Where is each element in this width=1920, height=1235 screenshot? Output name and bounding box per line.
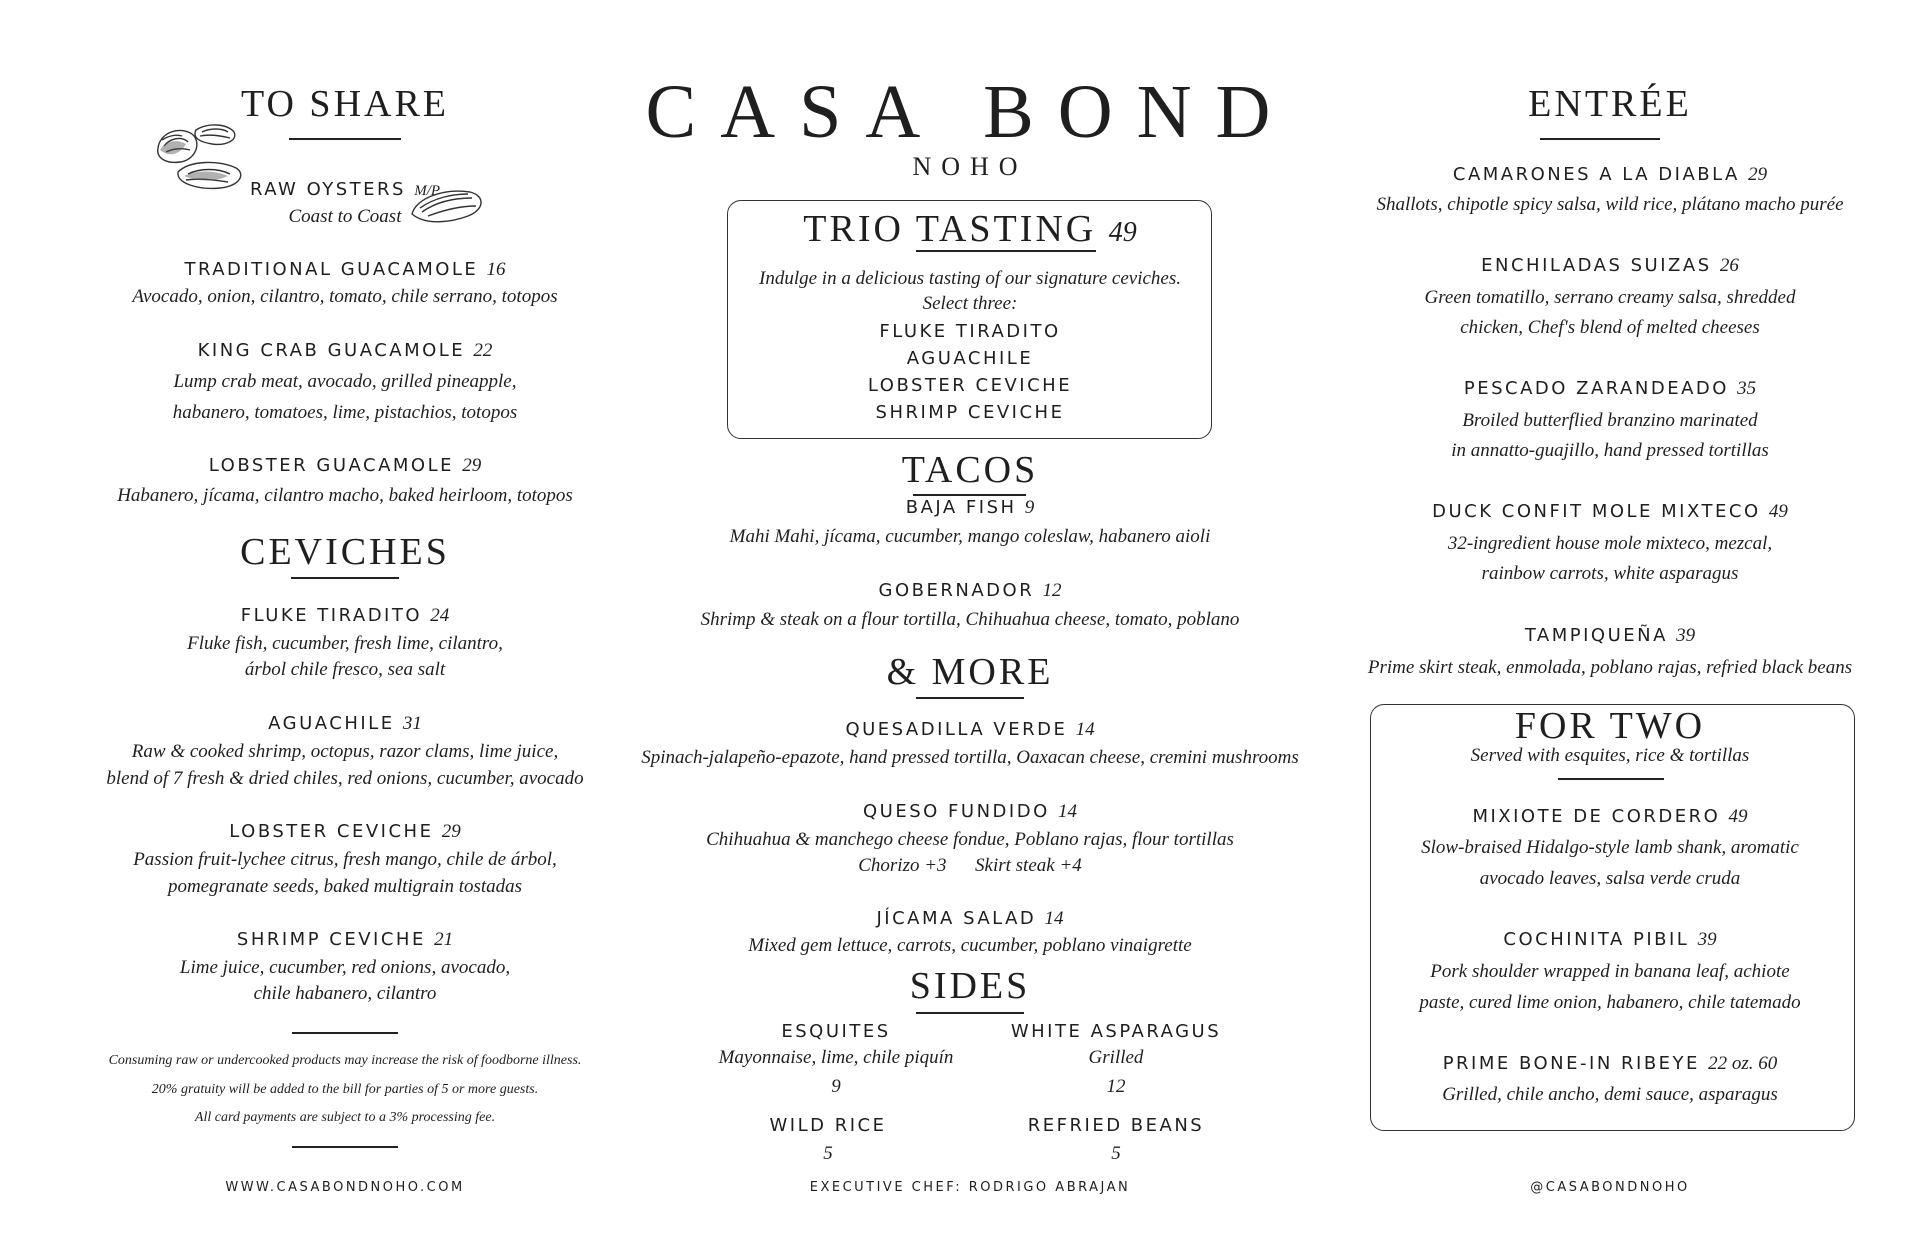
side-item-price: 12 <box>1106 1076 1126 1097</box>
menu-item-title <box>620 800 1320 824</box>
trio-intro: Select three: <box>922 293 1018 314</box>
menu-item-name: SHRIMP CEVICHE <box>236 929 426 950</box>
side-item-description: Mayonnaise, lime, chile piquín <box>718 1047 954 1068</box>
menu-item-description: Avocado, onion, cilantro, tomato, chile serrano, totopos <box>132 286 558 307</box>
menu-item-name: FLUKE TIRADITO <box>240 605 423 626</box>
menu-item-name: PESCADO ZARANDEADO <box>1463 378 1729 399</box>
menu-item-price: 49 <box>1728 806 1748 827</box>
menu-item-description: pomegranate seeds, baked multigrain tostadas <box>167 876 523 897</box>
menu-item-price: 31 <box>402 713 422 734</box>
trio-tasting-heading <box>620 206 1320 256</box>
to-share-heading: TO SHARE <box>240 83 450 125</box>
divider <box>1558 778 1664 780</box>
divider <box>289 138 401 140</box>
menu-item-price: 29 <box>441 821 461 842</box>
menu-item-price: 14 <box>1075 719 1095 740</box>
for-two-subtitle: Served with esquites, rice & tortillas <box>1470 745 1750 766</box>
menu-item-description: paste, cured lime onion, habanero, chile tatemado <box>1419 992 1801 1013</box>
menu-item-name: QUESO FUNDIDO <box>863 801 1050 822</box>
side-item-name: WILD RICE <box>769 1115 887 1136</box>
menu-item-title <box>70 178 620 203</box>
trio-price: 49 <box>1108 217 1137 248</box>
menu-item-title <box>1330 254 1890 278</box>
entree-heading: ENTRÉE <box>1528 83 1692 125</box>
menu-item-price: 21 <box>434 929 454 950</box>
menu-item-name: LOBSTER CEVICHE <box>229 821 434 842</box>
menu-item-description: chicken, Chef's blend of melted cheeses <box>1460 317 1760 338</box>
side-item-price: 9 <box>831 1076 841 1097</box>
menu-item-price: 22 oz. 60 <box>1708 1053 1778 1074</box>
side-item-price: 5 <box>823 1143 833 1164</box>
menu-item-description: Lime juice, cucumber, red onions, avocado, <box>179 957 511 978</box>
brand-name: CASA BOND <box>645 70 1295 154</box>
trio-option: FLUKE TIRADITO <box>879 321 1061 342</box>
menu-item-name: GOBERNADOR <box>878 580 1035 601</box>
side-item <box>686 1020 986 1100</box>
menu-item-title <box>70 339 620 363</box>
menu-item-title <box>1330 377 1890 401</box>
menu-item-description: Passion fruit-lychee citrus, fresh mango, chile de árbol, <box>133 849 557 870</box>
menu-item-title <box>70 454 620 478</box>
side-item-description: Grilled <box>1088 1047 1144 1068</box>
trio-heading-part: TRIO <box>803 208 916 250</box>
divider <box>291 577 399 579</box>
menu-item-price: 16 <box>486 259 506 280</box>
menu-item-name: AGUACHILE <box>268 713 395 734</box>
side-item-name: REFRIED BEANS <box>1027 1115 1205 1136</box>
menu-item-title <box>1330 624 1890 648</box>
menu-item-name: BAJA FISH <box>905 497 1017 518</box>
menu-item-price: 14 <box>1044 908 1064 929</box>
trio-option: AGUACHILE <box>906 348 1034 369</box>
for-two-heading: FOR TWO <box>1514 705 1706 747</box>
side-item <box>966 1114 1266 1167</box>
menu-item-title <box>1330 805 1890 829</box>
menu-item-description: Mixed gem lettuce, carrots, cucumber, poblano vinaigrette <box>748 935 1192 956</box>
menu-item-price: 22 <box>473 340 493 361</box>
menu-item-description: blend of 7 fresh & dried chiles, red onions, cucumber, avocado <box>106 768 584 789</box>
menu-item-title <box>70 712 620 736</box>
menu-item-title <box>620 718 1320 742</box>
divider <box>916 697 1024 699</box>
menu-item-description: Pork shoulder wrapped in banana leaf, achiote <box>1430 961 1790 982</box>
menu-item-price: 14 <box>1057 801 1077 822</box>
menu-item-description: Chihuahua & manchego cheese fondue, Poblano rajas, flour tortillas <box>706 829 1234 850</box>
disclaimer-line: All card payments are subject to a 3% processing fee. <box>194 1110 496 1125</box>
brand-location: NOHO <box>912 152 1028 181</box>
side-item-name: ESQUITES <box>781 1021 891 1042</box>
menu-item-name: LOBSTER GUACAMOLE <box>208 455 454 476</box>
executive-chef-credit: EXECUTIVE CHEF: RODRIGO ABRAJAN <box>809 1180 1131 1195</box>
menu-item-price: 39 <box>1676 625 1696 646</box>
menu-item-title <box>1330 928 1890 952</box>
menu-item-price: 39 <box>1697 929 1717 950</box>
menu-item-description: Spinach-jalapeño-epazote, hand pressed tortilla, Oaxacan cheese, cremini mushrooms <box>641 747 1299 768</box>
divider <box>916 1012 1024 1014</box>
menu-item-price: 26 <box>1719 255 1739 276</box>
menu-item-title <box>620 496 1320 520</box>
side-item <box>678 1114 978 1167</box>
menu-item-description: Slow-braised Hidalgo-style lamb shank, aromatic <box>1421 837 1799 858</box>
disclaimer-line: Consuming raw or undercooked products may increase the risk of foodborne illness. <box>108 1053 582 1068</box>
side-item-price: 5 <box>1111 1143 1121 1164</box>
menu-item-title <box>70 928 620 952</box>
menu-item-title <box>70 258 620 282</box>
tacos-heading: TACOS <box>901 449 1039 491</box>
menu-item-name: PRIME BONE-IN RIBEYE <box>1442 1053 1700 1074</box>
menu-item-title <box>70 604 620 628</box>
sides-heading: SIDES <box>909 965 1031 1007</box>
website-link[interactable]: WWW.CASABONDNOHO.COM <box>225 1180 465 1195</box>
menu-item-description: avocado leaves, salsa verde cruda <box>1479 868 1741 889</box>
more-heading: & MORE <box>886 651 1054 693</box>
menu-item-name: COCHINITA PIBIL <box>1503 929 1690 950</box>
menu-item-title <box>1330 500 1890 524</box>
menu-item-description: Shrimp & steak on a flour tortilla, Chihuahua cheese, tomato, poblano <box>700 609 1240 630</box>
menu-item-title <box>620 579 1320 603</box>
menu-item-name: TAMPIQUEÑA <box>1524 625 1668 646</box>
menu-item-price: 49 <box>1768 501 1788 522</box>
menu-item-description: Broiled butterflied branzino marinated <box>1462 410 1758 431</box>
menu-item-name: JÍCAMA SALAD <box>876 908 1037 929</box>
menu-item-title <box>1330 1052 1890 1076</box>
trio-option: LOBSTER CEVICHE <box>867 375 1073 396</box>
menu-item-name: MIXIOTE DE CORDERO <box>1472 806 1721 827</box>
menu-item-name: DUCK CONFIT MOLE MIXTECO <box>1432 501 1761 522</box>
menu-item-addons: Chorizo +3 Skirt steak +4 <box>858 855 1082 876</box>
menu-item-title <box>70 820 620 844</box>
menu-item-price: 29 <box>1748 164 1768 185</box>
divider <box>292 1032 398 1034</box>
menu-item-description: árbol chile fresco, sea salt <box>244 659 446 680</box>
menu-item-name: ENCHILADAS SUIZAS <box>1481 255 1712 276</box>
menu-item-description: Prime skirt steak, enmolada, poblano rajas, refried black beans <box>1367 657 1853 678</box>
menu-item-title <box>1330 163 1890 187</box>
menu-item-name: KING CRAB GUACAMOLE <box>197 340 466 361</box>
menu-item-description: habanero, tomatoes, lime, pistachios, totopos <box>172 402 518 423</box>
trio-heading-underlined: TASTING <box>915 208 1097 250</box>
trio-intro: Indulge in a delicious tasting of our signature ceviches. <box>759 268 1181 289</box>
menu-item-description: 32-ingredient house mole mixteco, mezcal, <box>1447 533 1773 554</box>
trio-option: SHRIMP CEVICHE <box>875 402 1065 423</box>
divider <box>292 1146 398 1148</box>
ceviches-heading: CEVICHES <box>240 531 450 573</box>
menu-item-description: Shallots, chipotle spicy salsa, wild rice, plátano macho purée <box>1376 194 1844 215</box>
menu-item-description: Habanero, jícama, cilantro macho, baked heirloom, totopos <box>117 485 573 506</box>
menu-item-description: chile habanero, cilantro <box>253 983 437 1004</box>
menu-item-name: QUESADILLA VERDE <box>845 719 1068 740</box>
menu-item-description: Green tomatillo, serrano creamy salsa, shredded <box>1424 287 1796 308</box>
side-item <box>966 1020 1266 1100</box>
divider <box>1540 138 1660 140</box>
menu-item-description: Lump crab meat, avocado, grilled pineapple, <box>173 371 517 392</box>
menu-item-description: Raw & cooked shrimp, octopus, razor clams, lime juice, <box>131 741 559 762</box>
side-item-name: WHITE ASPARAGUS <box>1010 1021 1222 1042</box>
menu-item-name: CAMARONES A LA DIABLA <box>1452 164 1740 185</box>
menu-item-description: Coast to Coast <box>288 206 402 227</box>
menu-item-price: 9 <box>1024 497 1035 518</box>
disclaimer-line: 20% gratuity will be added to the bill for parties of 5 or more guests. <box>151 1082 539 1097</box>
menu-item-price: 24 <box>430 605 450 626</box>
menu-item-title <box>620 907 1320 931</box>
menu-item-description: rainbow carrots, white asparagus <box>1481 563 1739 584</box>
menu-item-price: 12 <box>1042 580 1062 601</box>
menu-item-price: 35 <box>1737 378 1757 399</box>
menu-item-description: Grilled, chile ancho, demi sauce, asparagus <box>1442 1084 1778 1105</box>
menu-item-description: Mahi Mahi, jícama, cucumber, mango coleslaw, habanero aioli <box>729 526 1211 547</box>
social-handle-link[interactable]: @CASABONDNOHO <box>1530 1180 1690 1195</box>
menu-item-price: M/P <box>414 183 441 199</box>
menu-item-name: RAW OYSTERS <box>249 179 406 200</box>
menu-item-name: TRADITIONAL GUACAMOLE <box>184 259 479 280</box>
menu-item-description: Fluke fish, cucumber, fresh lime, cilantro, <box>187 633 503 654</box>
menu-item-description: in annatto-guajillo, hand pressed tortillas <box>1451 440 1769 461</box>
menu-item-price: 29 <box>462 455 482 476</box>
